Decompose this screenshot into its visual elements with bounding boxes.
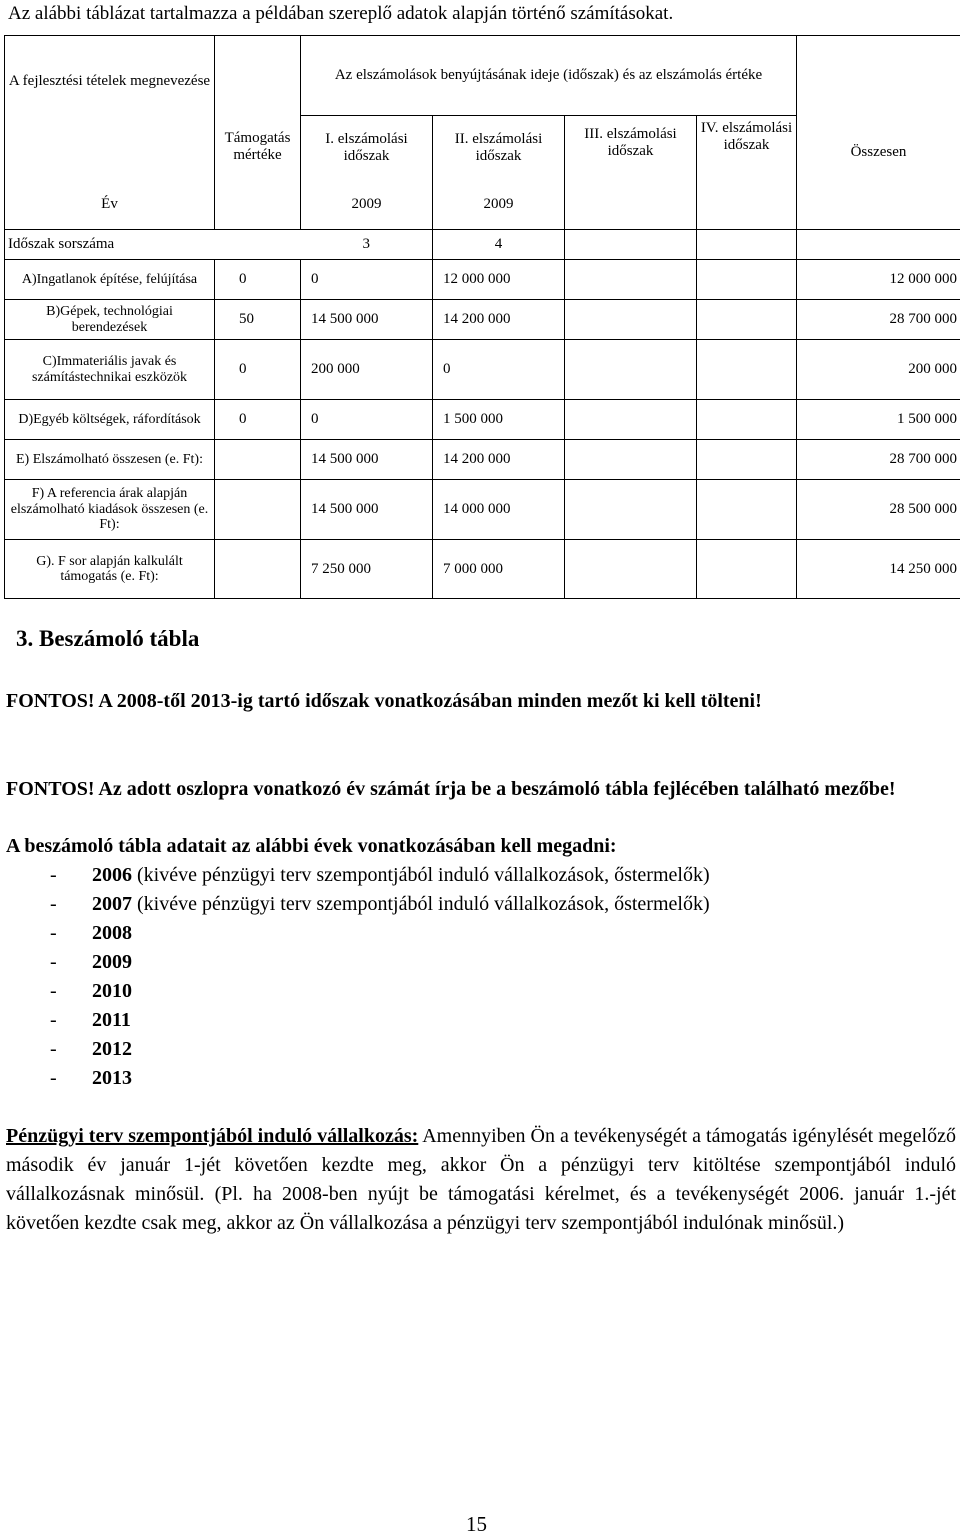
row-period-1: 14 500 000 [301, 440, 433, 480]
row-total: 28 500 000 [797, 480, 960, 540]
definition-paragraph [6, 1122, 956, 1238]
row-rate [215, 540, 301, 599]
calculation-table [4, 35, 960, 599]
note-important-2: FONTOS! Az adott oszlopra vonatkozó év számát írja be a beszámoló tábla fejlécében található mezőbe! [6, 778, 896, 800]
header-year: Év [5, 180, 215, 230]
row-period-2: 14 200 000 [433, 300, 565, 340]
row-rate: 0 [215, 260, 301, 300]
row-total: 28 700 000 [797, 440, 960, 480]
header-support-rate: Támogatás mértéke [215, 36, 301, 230]
section-title: 3. Beszámoló tábla [16, 626, 200, 651]
row-period-2: 12 000 000 [433, 260, 565, 300]
row-period-2: 7 000 000 [433, 540, 565, 599]
list-item: - 2013 [50, 1067, 132, 1089]
row-total: 1 500 000 [797, 400, 960, 440]
row-period-1: 200 000 [301, 340, 433, 400]
row-rate [215, 440, 301, 480]
list-item: - 2011 [50, 1009, 131, 1031]
period-row-label: Időszak sorszáma [5, 230, 301, 260]
note-years-intro: A beszámoló tábla adatait az alábbi évek vonatkozásában kell megadni: [6, 835, 617, 857]
header-period-2: II. elszámolási időszak [433, 116, 565, 180]
header-period-4: IV. elszámolási időszak [697, 116, 797, 230]
page-number: 15 [466, 1512, 487, 1536]
years-list [6, 861, 710, 1093]
row-label: G). F sor alapján kalkulált támogatás (e. Ft): [5, 540, 215, 599]
row-label: F) A referencia árak alapján elszámolható kiadások összesen (e. Ft): [5, 480, 215, 540]
row-label: E) Elszámolható összesen (e. Ft): [5, 440, 215, 480]
intro-text: Az alábbi táblázat tartalmazza a példában szereplő adatok alapján történő számításokat. [8, 3, 674, 24]
period-number-2: 4 [433, 230, 565, 260]
row-period-1: 0 [301, 260, 433, 300]
year-2: 2009 [433, 180, 565, 230]
row-label: A)Ingatlanok építése, felújítása [5, 260, 215, 300]
note-important-1: FONTOS! A 2008-től 2013-ig tartó időszak vonatkozásában minden mezőt ki kell tölteni! [6, 690, 762, 712]
list-item: - 2010 [50, 980, 132, 1002]
row-rate [215, 480, 301, 540]
row-label: C)Immateriális javak és számítástechnikai eszközök [5, 340, 215, 400]
definition-text: Amennyiben Ön a tevékenységét a támogatás igénylését megelőző második év január 1-jét követően kezdte meg, akkor Ön a pénzügyi terv kitöltése szempontjából induló vállalkozásnak minősül. (Pl. ha 2008-ben nyújt be támogatási kérelmet, és a tevékenységét 2006. január 1.-jét követően kezdte csak meg, akkor az Ön vállalkozása a pénzügyi terv szempontjából indulónak minősül.) [6, 1125, 956, 1234]
list-item: - 2009 [50, 951, 132, 973]
row-rate: 0 [215, 340, 301, 400]
row-period-2: 14 200 000 [433, 440, 565, 480]
year-1: 2009 [301, 180, 433, 230]
list-item: - 2008 [50, 922, 132, 944]
row-rate: 50 [215, 300, 301, 340]
row-total: 200 000 [797, 340, 960, 400]
list-item: - 2007 (kivéve pénzügyi terv szempontjából induló vállalkozások, őstermelők) [50, 893, 710, 915]
row-label: B)Gépek, technológiai berendezések [5, 300, 215, 340]
row-period-1: 7 250 000 [301, 540, 433, 599]
row-period-1: 14 500 000 [301, 480, 433, 540]
row-period-1: 14 500 000 [301, 300, 433, 340]
row-rate: 0 [215, 400, 301, 440]
list-item: - 2006 (kivéve pénzügyi terv szempontjából induló vállalkozások, őstermelők) [50, 864, 710, 886]
header-total: Összesen [797, 36, 960, 230]
header-dev-items: A fejlesztési tételek megnevezése [5, 36, 215, 116]
row-period-2: 1 500 000 [433, 400, 565, 440]
period-number-1: 3 [301, 230, 433, 260]
header-submission: Az elszámolások benyújtásának ideje (időszak) és az elszámolás értéke [301, 36, 797, 116]
row-total: 14 250 000 [797, 540, 960, 599]
header-period-3: III. elszámolási időszak [565, 116, 697, 230]
definition-term: Pénzügyi terv szempontjából induló vállalkozás: [6, 1125, 419, 1147]
row-period-1: 0 [301, 400, 433, 440]
row-total: 12 000 000 [797, 260, 960, 300]
row-period-2: 0 [433, 340, 565, 400]
header-period-1: I. elszámolási időszak [301, 116, 433, 180]
list-item: - 2012 [50, 1038, 132, 1060]
row-label: D)Egyéb költségek, ráfordítások [5, 400, 215, 440]
row-period-2: 14 000 000 [433, 480, 565, 540]
row-total: 28 700 000 [797, 300, 960, 340]
